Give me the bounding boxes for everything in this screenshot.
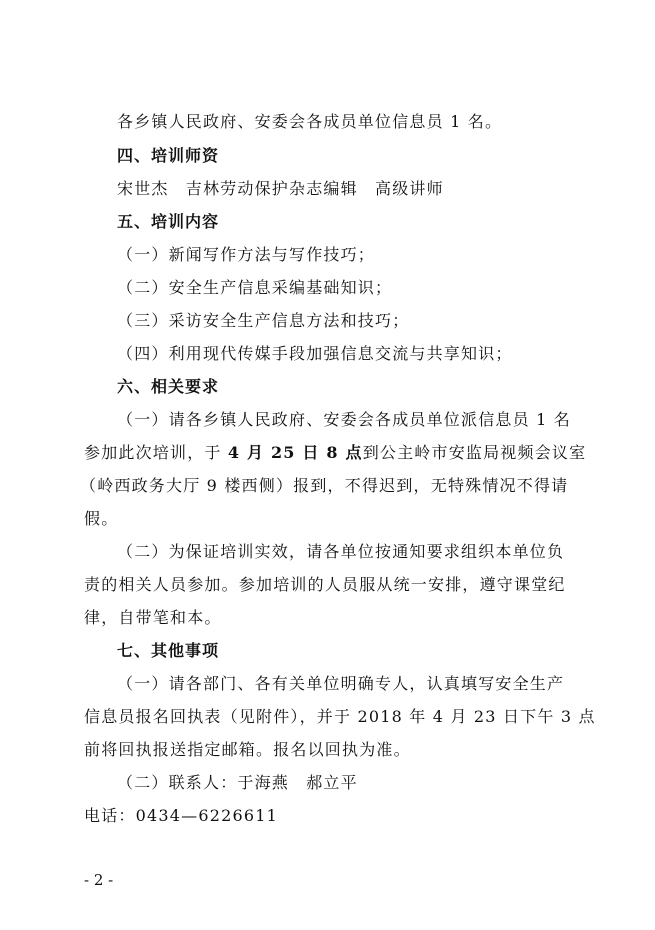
contact-persons: （二）联系人：于海燕 郝立平 <box>117 773 358 792</box>
text-line: 各乡镇人民政府、安委会各成员单位信息员 1 名。 <box>117 112 503 131</box>
trainer-info: 宋世杰 吉林劳动保护杂志编辑 高级讲师 <box>117 179 444 198</box>
requirement-1-line-4: 假。 <box>84 509 119 528</box>
requirement-1-time: 4 月 25 日 8 点 <box>227 443 363 462</box>
other-1-line-1: （一）请各部门、各有关单位明确专人，认真填写安全生产 <box>117 674 565 693</box>
section-heading-content: 五、培训内容 <box>117 212 220 231</box>
requirement-1-line-1: （一）请各乡镇人民政府、安委会各成员单位派信息员 1 名 <box>117 410 571 429</box>
requirement-2-line-2: 责的相关人员参加。参加培训的人员服从统一安排，遵守课堂纪 <box>84 575 566 594</box>
content-item-4: （四）利用现代传媒手段加强信息交流与共享知识； <box>117 344 513 363</box>
section-heading-requirements: 六、相关要求 <box>117 377 220 396</box>
requirement-1-location: 到公主岭市安监局视频会议室 <box>362 443 587 462</box>
content-item-2: （二）安全生产信息采编基础知识； <box>117 278 393 297</box>
section-heading-other: 七、其他事项 <box>117 641 220 660</box>
section-heading-trainers: 四、培训师资 <box>117 146 220 165</box>
requirement-2-line-1: （二）为保证培训实效，请各单位按通知要求组织本单位负 <box>117 542 565 561</box>
requirement-1-line-2 <box>84 443 586 463</box>
other-1-line-3: 前将回执报送指定邮箱。报名以回执为准。 <box>84 740 411 759</box>
page-number: - 2 - <box>84 871 114 889</box>
content-item-3: （三）采访安全生产信息方法和技巧； <box>117 311 410 330</box>
requirement-2-line-3: 律，自带笔和本。 <box>84 608 222 627</box>
contact-phone: 电话：0434—6226611 <box>84 806 278 825</box>
requirement-1-line-3: （岭西政务大厅 9 楼西侧）报到，不得迟到，无特殊情况不得请 <box>80 476 569 495</box>
requirement-1-text: 参加此次培训，于 <box>84 443 228 462</box>
other-1-line-2: 信息员报名回执表（见附件），并于 2018 年 4 月 23 日下午 3 点 <box>84 707 596 726</box>
content-item-1: （一）新闻写作方法与写作技巧； <box>117 245 376 264</box>
